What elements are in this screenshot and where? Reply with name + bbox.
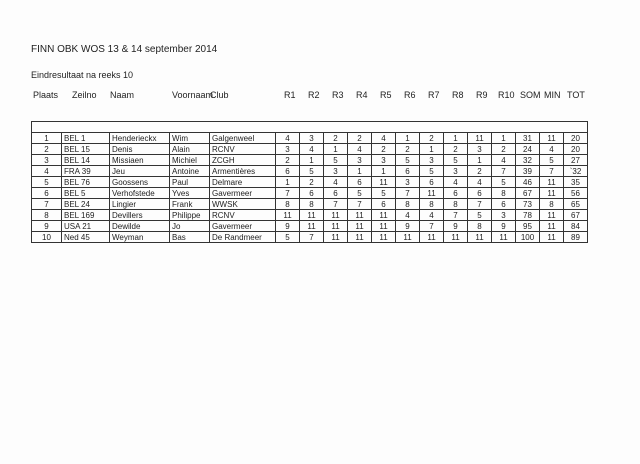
table-cell: 11 (420, 232, 444, 243)
table-cell: 9 (32, 221, 62, 232)
table-cell: 5 (540, 155, 564, 166)
table-cell: 4 (372, 133, 396, 144)
table-cell: 1 (396, 133, 420, 144)
table-cell: 1 (420, 144, 444, 155)
table-cell: 6 (348, 177, 372, 188)
table-cell: 24 (516, 144, 540, 155)
table-cell: 3 (468, 144, 492, 155)
table-row (32, 177, 588, 188)
table-cell: 1 (372, 166, 396, 177)
table-cell: 10 (32, 232, 62, 243)
table-cell: RCNV (210, 144, 276, 155)
header-som: SOM (520, 90, 541, 100)
table-cell: 73 (516, 199, 540, 210)
header-r2: R2 (308, 90, 320, 100)
table-cell: WWSK (210, 199, 276, 210)
table-cell: 56 (564, 188, 588, 199)
table-cell: 7 (324, 199, 348, 210)
table-cell: 3 (276, 144, 300, 155)
table-cell: 7 (396, 188, 420, 199)
table-cell: 6 (324, 188, 348, 199)
table-cell: 6 (32, 188, 62, 199)
table-cell: Jeu (110, 166, 170, 177)
header-club: Club (210, 90, 229, 100)
table-cell: 11 (324, 221, 348, 232)
table-cell: 8 (420, 199, 444, 210)
table-cell: 67 (516, 188, 540, 199)
table-cell: 7 (468, 199, 492, 210)
table-cell: 5 (348, 188, 372, 199)
table-cell: 11 (420, 188, 444, 199)
table-cell: Jo (170, 221, 210, 232)
table-cell: USA 21 (62, 221, 110, 232)
table-cell: 3 (372, 155, 396, 166)
table-cell: 11 (540, 221, 564, 232)
header-zeilno: Zeilno (72, 90, 97, 100)
table-cell: 11 (324, 232, 348, 243)
table-cell: BEL 76 (62, 177, 110, 188)
table-cell: 7 (32, 199, 62, 210)
row-spacer (32, 122, 588, 133)
table-cell: 3 (300, 133, 324, 144)
table-cell: 11 (372, 221, 396, 232)
table-cell: BEL 5 (62, 188, 110, 199)
table-cell: Devillers (110, 210, 170, 221)
table-cell: 1 (444, 133, 468, 144)
table-cell: 11 (468, 232, 492, 243)
table-cell: 1 (468, 155, 492, 166)
table-cell: 11 (540, 232, 564, 243)
table-cell: 5 (324, 155, 348, 166)
table-cell: 1 (32, 133, 62, 144)
table-cell: Paul (170, 177, 210, 188)
table-cell: 3 (396, 177, 420, 188)
header-r1: R1 (284, 90, 296, 100)
header-r5: R5 (380, 90, 392, 100)
table-cell: Delmare (210, 177, 276, 188)
table-cell: Antoine (170, 166, 210, 177)
table-cell: 1 (300, 155, 324, 166)
table-cell: Dewilde (110, 221, 170, 232)
table-cell: BEL 24 (62, 199, 110, 210)
page-subtitle: Eindresultaat na reeks 10 (31, 70, 134, 80)
table-cell: 2 (300, 177, 324, 188)
table-cell: Philippe (170, 210, 210, 221)
table-cell: 1 (276, 177, 300, 188)
header-r10: R10 (498, 90, 515, 100)
table-cell: 11 (348, 210, 372, 221)
table-cell: 3 (492, 210, 516, 221)
table-cell: 11 (276, 210, 300, 221)
table-cell: 8 (300, 199, 324, 210)
table-cell: 2 (324, 133, 348, 144)
table-cell: 2 (420, 133, 444, 144)
table-cell: 3 (444, 166, 468, 177)
table-cell: 2 (492, 144, 516, 155)
table-cell: 5 (276, 232, 300, 243)
table-cell: Michiel (170, 155, 210, 166)
table-cell: Alain (170, 144, 210, 155)
table-cell: 31 (516, 133, 540, 144)
table-cell: 5 (32, 177, 62, 188)
table-cell: 6 (372, 199, 396, 210)
table-cell: 7 (276, 188, 300, 199)
table-cell: Denis (110, 144, 170, 155)
header-plaats: Plaats (33, 90, 59, 100)
table-cell: 11 (324, 210, 348, 221)
table-cell: BEL 15 (62, 144, 110, 155)
table-cell: 7 (300, 232, 324, 243)
table-cell: 4 (324, 177, 348, 188)
table-cell: 11 (540, 177, 564, 188)
table-cell: 7 (492, 166, 516, 177)
table-cell: 4 (348, 144, 372, 155)
table-cell: 8 (540, 199, 564, 210)
table-cell: 4 (540, 144, 564, 155)
table-cell: 20 (564, 133, 588, 144)
table-cell: Ned 45 (62, 232, 110, 243)
table-cell: 20 (564, 144, 588, 155)
table-cell: 11 (348, 221, 372, 232)
table-cell: 8 (492, 188, 516, 199)
table-cell: 95 (516, 221, 540, 232)
table-cell: Verhofstede (110, 188, 170, 199)
table-row (32, 232, 588, 243)
table-cell: Gavermeer (210, 188, 276, 199)
header-r8: R8 (452, 90, 464, 100)
table-cell: 5 (444, 155, 468, 166)
table-cell: 11 (492, 232, 516, 243)
table-cell: 11 (372, 210, 396, 221)
table-cell: 11 (540, 188, 564, 199)
table-cell: 8 (444, 199, 468, 210)
table-cell: 32 (516, 155, 540, 166)
table-cell: BEL 14 (62, 155, 110, 166)
table-cell: Bas (170, 232, 210, 243)
table-cell: 2 (396, 144, 420, 155)
table-cell: RCNV (210, 210, 276, 221)
table-cell: Galgenweel (210, 133, 276, 144)
header-r3: R3 (332, 90, 344, 100)
table-cell: Weyman (110, 232, 170, 243)
table-cell: 5 (420, 166, 444, 177)
page-title: FINN OBK WOS 13 & 14 september 2014 (31, 44, 218, 55)
table-cell: `32 (564, 166, 588, 177)
table-row (32, 144, 588, 155)
table-cell: 5 (396, 155, 420, 166)
table-cell: 5 (372, 188, 396, 199)
table-cell: 7 (420, 221, 444, 232)
results-body (32, 122, 588, 243)
table-cell: Gavermeer (210, 221, 276, 232)
table-cell: 11 (300, 221, 324, 232)
table-cell: Goossens (110, 177, 170, 188)
table-cell: 84 (564, 221, 588, 232)
table-cell: 11 (300, 210, 324, 221)
table-cell: 7 (444, 210, 468, 221)
table-cell: 2 (372, 144, 396, 155)
table-row (32, 199, 588, 210)
table-cell: 6 (444, 188, 468, 199)
table-cell: 89 (564, 232, 588, 243)
table-cell: 78 (516, 210, 540, 221)
table-cell: 11 (348, 232, 372, 243)
table-cell: 9 (396, 221, 420, 232)
table-cell: FRA 39 (62, 166, 110, 177)
table-cell: 3 (32, 155, 62, 166)
spacer-cell (32, 122, 588, 133)
results-table (31, 121, 588, 243)
table-cell: 4 (492, 155, 516, 166)
table-cell: 6 (492, 199, 516, 210)
table-cell: 2 (348, 133, 372, 144)
table-cell: 5 (300, 166, 324, 177)
table-cell: 27 (564, 155, 588, 166)
header-min: MIN (544, 90, 561, 100)
header-naam: Naam (110, 90, 135, 100)
table-cell: 4 (32, 166, 62, 177)
table-cell: 11 (372, 177, 396, 188)
table-cell: Wim (170, 133, 210, 144)
table-cell: 2 (468, 166, 492, 177)
table-cell: 7 (348, 199, 372, 210)
table-cell: 6 (276, 166, 300, 177)
column-headers (0, 90, 640, 104)
table-row (32, 133, 588, 144)
table-cell: 11 (540, 133, 564, 144)
table-cell: 2 (444, 144, 468, 155)
table-cell: 4 (276, 133, 300, 144)
table-cell: 67 (564, 210, 588, 221)
table-cell: 2 (276, 155, 300, 166)
table-cell: 7 (540, 166, 564, 177)
table-cell: 8 (468, 221, 492, 232)
table-cell: 11 (468, 133, 492, 144)
table-cell: 6 (468, 188, 492, 199)
table-cell: 9 (492, 221, 516, 232)
table-cell: 4 (300, 144, 324, 155)
table-row (32, 210, 588, 221)
header-voornaam: Voornaam (172, 90, 214, 100)
table-cell: Missiaen (110, 155, 170, 166)
table-cell: 5 (468, 210, 492, 221)
table-cell: 65 (564, 199, 588, 210)
table-cell: 6 (300, 188, 324, 199)
table-cell: 11 (372, 232, 396, 243)
table-cell: 39 (516, 166, 540, 177)
header-r9: R9 (476, 90, 488, 100)
table-cell: BEL 169 (62, 210, 110, 221)
header-tot: TOT (567, 90, 585, 100)
table-cell: BEL 1 (62, 133, 110, 144)
table-cell: 35 (564, 177, 588, 188)
table-cell: 11 (444, 232, 468, 243)
table-cell: 9 (276, 221, 300, 232)
table-row (32, 166, 588, 177)
table-cell: Frank (170, 199, 210, 210)
table-cell: 6 (396, 166, 420, 177)
table-cell: 9 (444, 221, 468, 232)
table-cell: 8 (396, 199, 420, 210)
table-cell: 1 (324, 144, 348, 155)
table-cell: Armentières (210, 166, 276, 177)
table-cell: 1 (348, 166, 372, 177)
table-cell: 3 (324, 166, 348, 177)
table-cell: 6 (420, 177, 444, 188)
table-cell: 8 (276, 199, 300, 210)
table-cell: 100 (516, 232, 540, 243)
table-cell: 11 (396, 232, 420, 243)
table-cell: 3 (348, 155, 372, 166)
table-cell: 1 (492, 133, 516, 144)
table-row (32, 221, 588, 232)
table-cell: 8 (32, 210, 62, 221)
table-cell: Yves (170, 188, 210, 199)
table-cell: ZCGH (210, 155, 276, 166)
table-row (32, 188, 588, 199)
table-cell: 4 (444, 177, 468, 188)
table-cell: 4 (396, 210, 420, 221)
table-cell: 4 (420, 210, 444, 221)
table-cell: Henderieckx (110, 133, 170, 144)
header-r6: R6 (404, 90, 416, 100)
table-cell: Lingier (110, 199, 170, 210)
table-cell: 4 (468, 177, 492, 188)
table-row (32, 155, 588, 166)
table-cell: 5 (492, 177, 516, 188)
table-cell: De Randmeer (210, 232, 276, 243)
table-cell: 2 (32, 144, 62, 155)
header-r7: R7 (428, 90, 440, 100)
table-cell: 11 (540, 210, 564, 221)
table-cell: 3 (420, 155, 444, 166)
table-cell: 46 (516, 177, 540, 188)
header-r4: R4 (356, 90, 368, 100)
